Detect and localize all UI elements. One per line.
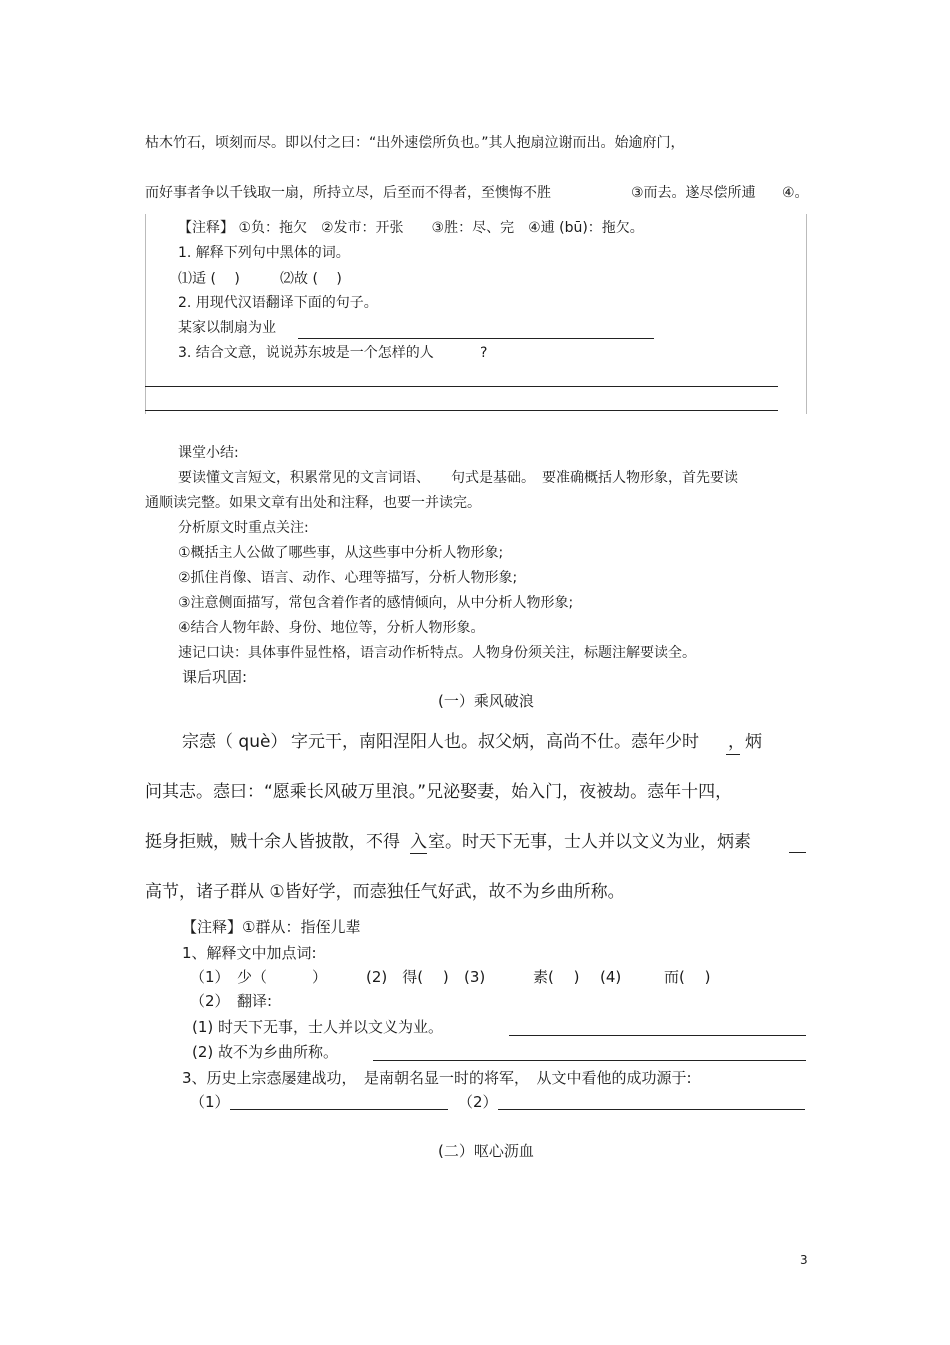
review-line-2: 问其志。悫曰：“愿乘长风破万里浪。”兄泌娶妻，始入门，夜被劫。悫年十四， [145, 782, 733, 802]
summary-point-1: ①概括主人公做了哪些事，从这些事中分析人物形象; [178, 545, 504, 561]
review-line-4: 高节，诸子群从 ①皆好学，而悫独任气好武，故不为乡曲所称。 [145, 882, 625, 902]
review-q3-b: （2） [458, 1093, 498, 1111]
summary-focus-title: 分析原文时重点关注: [178, 520, 309, 536]
passage-line-1: 枯木竹石，顷刻而尽。即以付之曰：“出外速偿所负也。”其人抱扇泣谢而出。始逾府门， [145, 135, 685, 151]
review-line-3c: 室。时天下无事，士人并以文义为业，炳素 [428, 832, 751, 852]
review-q1: 1、解释文中加点词: [182, 944, 317, 962]
exercise1-q2: 2. 用现代汉语翻译下面的句子。 [178, 295, 378, 311]
review-notes: 【注释】①群从：指侄儿辈 [182, 918, 361, 936]
exercise1-notes: 【注释】 ①负：拖欠 ②发市：开张 ③胜：尽、完 ④逋 (bū)：拖欠。 [178, 220, 644, 236]
review-q2-a: (1) 时天下无事，士人并以文义为业。 [192, 1018, 444, 1036]
passage-line-2a: 而好事者争以千钱取一扇，所持立尽，后至而不得者，至懊悔不胜 [145, 185, 551, 201]
review-title: 课后巩固: [182, 668, 248, 686]
review-line-3a: 挺身拒贼，贼十余人皆披散，不得 [145, 832, 400, 852]
review-q2-b-answer-line[interactable] [373, 1060, 806, 1061]
exercise1-q3-mark: ? [480, 345, 488, 361]
passage-line-2c: ④。 [782, 185, 809, 201]
review-q1-item-4-num: (4) [600, 968, 622, 986]
exercise-border-left [145, 214, 146, 414]
exercise1-q3-answer-line-2[interactable] [145, 410, 778, 411]
review-line-1c: ，炳 [728, 732, 762, 752]
summary-point-4: ④结合人物年龄、身份、地位等，分析人物形象。 [178, 620, 485, 636]
page-number: 3 [800, 1253, 808, 1267]
summary-p1-line1: 要读懂文言短文，积累常见的文言词语、 句式是基础。 要准确概括人物形象，首先要读 [178, 470, 738, 486]
exercise1-q1: 1. 解释下列句中黑体的词。 [178, 245, 350, 261]
review-q1-item-3: 素( ) [533, 968, 580, 986]
passage-line-2b: ③而去。遂尽偿所逋 [631, 185, 756, 201]
section2-title: (二）呕心沥血 [438, 1142, 534, 1160]
exercise1-q2-sentence: 某家以制扇为业 [178, 320, 276, 336]
review-q1-item-4: 而( ) [664, 968, 711, 986]
exercise1-q2-answer-line[interactable] [298, 338, 654, 339]
review-underline-3 [789, 852, 806, 853]
review-q1-item-2: (2) 得( ) [366, 968, 449, 986]
review-q3-b-answer-line[interactable] [498, 1109, 805, 1110]
section1-title: (一）乘风破浪 [438, 692, 534, 710]
summary-p1-line2: 通顺读完整。如果文章有出处和注释，也要一并读完。 [145, 495, 481, 511]
review-q3-a-answer-line[interactable] [230, 1109, 448, 1110]
summary-mnemonic: 速记口诀：具体事件显性格，语言动作析特点。人物身份须关注，标题注解要读全。 [178, 645, 696, 661]
exercise1-q1-b: ⑵故 ( ) [280, 271, 342, 287]
review-q1-item-1: （1） 少（ ） [190, 968, 328, 986]
review-q2: （2） 翻译: [190, 992, 273, 1010]
review-q2-a-answer-line[interactable] [509, 1035, 806, 1036]
review-line-3b: 入 [410, 832, 427, 852]
summary-point-2: ②抓住肖像、语言、动作、心理等描写，分析人物形象; [178, 570, 518, 586]
review-q1-item-3-num: (3) [464, 968, 486, 986]
review-line-1a: 宗悫（ què） [182, 732, 288, 752]
review-q3-a: （1） [190, 1093, 230, 1111]
exercise1-q3: 3. 结合文意，说说苏东坡是一个怎样的人 [178, 345, 434, 361]
exercise1-q1-a: ⑴适 ( ) [178, 271, 240, 287]
review-q2-b: (2) 故不为乡曲所称。 [192, 1043, 339, 1061]
exercise-border-right [806, 214, 807, 414]
review-line-1b: 字元干，南阳涅阳人也。叔父炳，高尚不仕。悫年少时 [291, 732, 699, 752]
exercise1-q3-answer-line-1[interactable] [145, 386, 778, 387]
review-q3: 3、历史上宗悫屡建战功， 是南朝名显一时的将军， 从文中看他的成功源于: [182, 1069, 692, 1087]
summary-title: 课堂小结: [178, 445, 239, 461]
review-underline-1 [726, 754, 740, 755]
summary-point-3: ③注意侧面描写，常包含着作者的感情倾向，从中分析人物形象; [178, 595, 574, 611]
